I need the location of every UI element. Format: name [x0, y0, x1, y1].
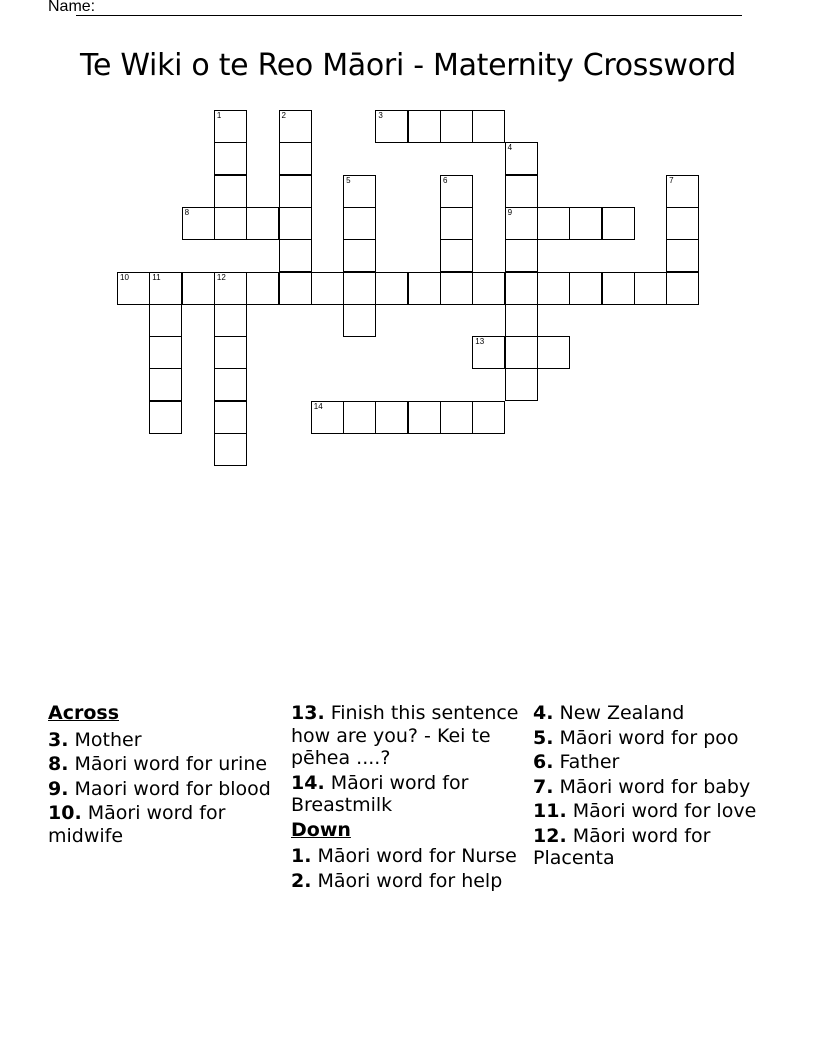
grid-cell[interactable]: [279, 175, 312, 208]
page-title: Te Wiki o te Reo Māori - Maternity Crossword: [80, 48, 736, 83]
down-heading: Down: [291, 818, 351, 841]
clue-number: 14: [313, 401, 323, 411]
grid-cell[interactable]: [505, 239, 538, 272]
grid-cell[interactable]: [440, 207, 473, 240]
grid-cell[interactable]: [666, 207, 699, 240]
clue-across-9: 9. Maori word for blood: [48, 777, 271, 800]
grid-cell[interactable]: [182, 272, 215, 305]
clue-number: 7: [669, 175, 674, 185]
grid-cell[interactable]: [214, 401, 247, 434]
clue-down-2: 2. Māori word for help: [291, 869, 503, 892]
grid-cell[interactable]: [343, 304, 376, 337]
clue-number: 13: [475, 337, 485, 347]
grid-cell[interactable]: [343, 401, 376, 434]
grid-cell[interactable]: [440, 272, 473, 305]
clue-across-14: 14. Māori word for Breastmilk: [291, 771, 469, 816]
grid-cell[interactable]: [505, 336, 538, 369]
grid-cell[interactable]: [602, 207, 635, 240]
grid-cell[interactable]: [472, 110, 505, 143]
clue-across-8: 8. Māori word for urine: [48, 753, 268, 775]
grid-cell[interactable]: [472, 272, 505, 305]
clues-column-3: [533, 702, 773, 872]
clue-down-11: 11. Māori word for love: [533, 800, 757, 822]
name-label: Name:: [48, 0, 96, 15]
grid-cell[interactable]: [149, 368, 182, 401]
clue-number: 11: [152, 272, 161, 282]
clue-number: 6: [443, 175, 448, 185]
grid-cell[interactable]: [440, 401, 473, 434]
clue-down-6: 6. Father: [533, 751, 620, 773]
clue-down-7: 7. Māori word for baby: [533, 775, 751, 798]
clue-down-4: 4. New Zealand: [533, 702, 685, 724]
grid-cell[interactable]: [472, 401, 505, 434]
grid-cell[interactable]: [214, 272, 247, 305]
grid-cell[interactable]: [602, 272, 635, 305]
grid-cell[interactable]: [311, 272, 344, 305]
grid-cell[interactable]: [343, 175, 376, 208]
grid-cell[interactable]: [214, 304, 247, 337]
clue-number: 8: [184, 207, 190, 217]
grid-cell[interactable]: [537, 272, 570, 305]
grid-cell[interactable]: [343, 207, 376, 240]
grid-cell[interactable]: [440, 110, 473, 143]
grid-cell[interactable]: [214, 142, 247, 175]
grid-cell[interactable]: [246, 272, 279, 305]
grid-cell[interactable]: [408, 272, 441, 305]
clue-number: 10: [120, 272, 129, 282]
grid-cell[interactable]: [666, 175, 699, 208]
grid-cell[interactable]: [375, 272, 408, 305]
clue-down-12: 12. Māori word for Placenta: [533, 824, 711, 869]
grid-cell[interactable]: [440, 175, 473, 208]
clue-number: 2: [281, 111, 286, 120]
clue-number: 4: [507, 143, 513, 153]
grid-cell[interactable]: [634, 272, 667, 305]
grid-cell[interactable]: [537, 207, 570, 240]
grid-cell[interactable]: [117, 272, 150, 305]
grid-cell[interactable]: [214, 175, 247, 208]
clue-across-10: 10. Māori word for midwife: [48, 802, 226, 847]
grid-cell[interactable]: [505, 304, 538, 337]
clue-number: 3: [378, 111, 383, 120]
grid-cell[interactable]: [279, 110, 312, 143]
clue-number: 12: [216, 272, 226, 282]
grid-cell[interactable]: [408, 110, 441, 143]
grid-cell[interactable]: [505, 368, 538, 401]
grid-cell[interactable]: [214, 433, 247, 466]
grid-cell[interactable]: [569, 272, 602, 305]
clue-number: 1: [216, 111, 222, 120]
grid-cell[interactable]: [505, 142, 538, 175]
grid-cell[interactable]: [182, 207, 215, 240]
grid-cell[interactable]: [149, 304, 182, 337]
grid-cell[interactable]: [279, 239, 312, 272]
grid-cell[interactable]: [505, 175, 538, 208]
clue-across-13: 13. Finish this sentence how are you? - Kei te pēhea ....?: [291, 702, 519, 769]
grid-cell[interactable]: [279, 272, 312, 305]
grid-cell[interactable]: [311, 401, 344, 434]
grid-cell[interactable]: [279, 207, 312, 240]
grid-cell[interactable]: [375, 110, 408, 143]
grid-cell[interactable]: [214, 207, 247, 240]
grid-cell[interactable]: [537, 336, 570, 369]
clue-number: 9: [507, 207, 513, 217]
clue-number: 5: [346, 175, 351, 185]
grid-cell[interactable]: [149, 272, 182, 305]
grid-cell[interactable]: [343, 239, 376, 272]
grid-cell[interactable]: [440, 239, 473, 272]
clue-down-5: 5. Māori word for poo: [533, 726, 739, 749]
grid-cell[interactable]: [149, 401, 182, 434]
grid-cell[interactable]: [472, 336, 505, 369]
across-heading: Across: [48, 702, 120, 724]
grid-cell[interactable]: [505, 272, 538, 305]
grid-cell[interactable]: [666, 239, 699, 272]
crossword-grid: [0, 0, 816, 470]
grid-cell[interactable]: [375, 401, 408, 434]
grid-cell[interactable]: [343, 272, 376, 305]
grid-cell[interactable]: [505, 207, 538, 240]
grid-cell[interactable]: [279, 142, 312, 175]
grid-cell[interactable]: [408, 401, 441, 434]
grid-cell[interactable]: [569, 207, 602, 240]
grid-cell[interactable]: [214, 336, 247, 369]
grid-cell[interactable]: [149, 336, 182, 369]
clue-down-1: 1. Māori word for Nurse: [291, 845, 517, 867]
clue-across-3: 3. Mother: [48, 728, 142, 751]
clues-column-2: [291, 702, 531, 894]
grid-cell[interactable]: [214, 110, 247, 143]
grid-cell[interactable]: [246, 207, 279, 240]
grid-cell[interactable]: [666, 272, 699, 305]
grid-cell[interactable]: [214, 368, 247, 401]
clues-column-1: [48, 702, 288, 849]
